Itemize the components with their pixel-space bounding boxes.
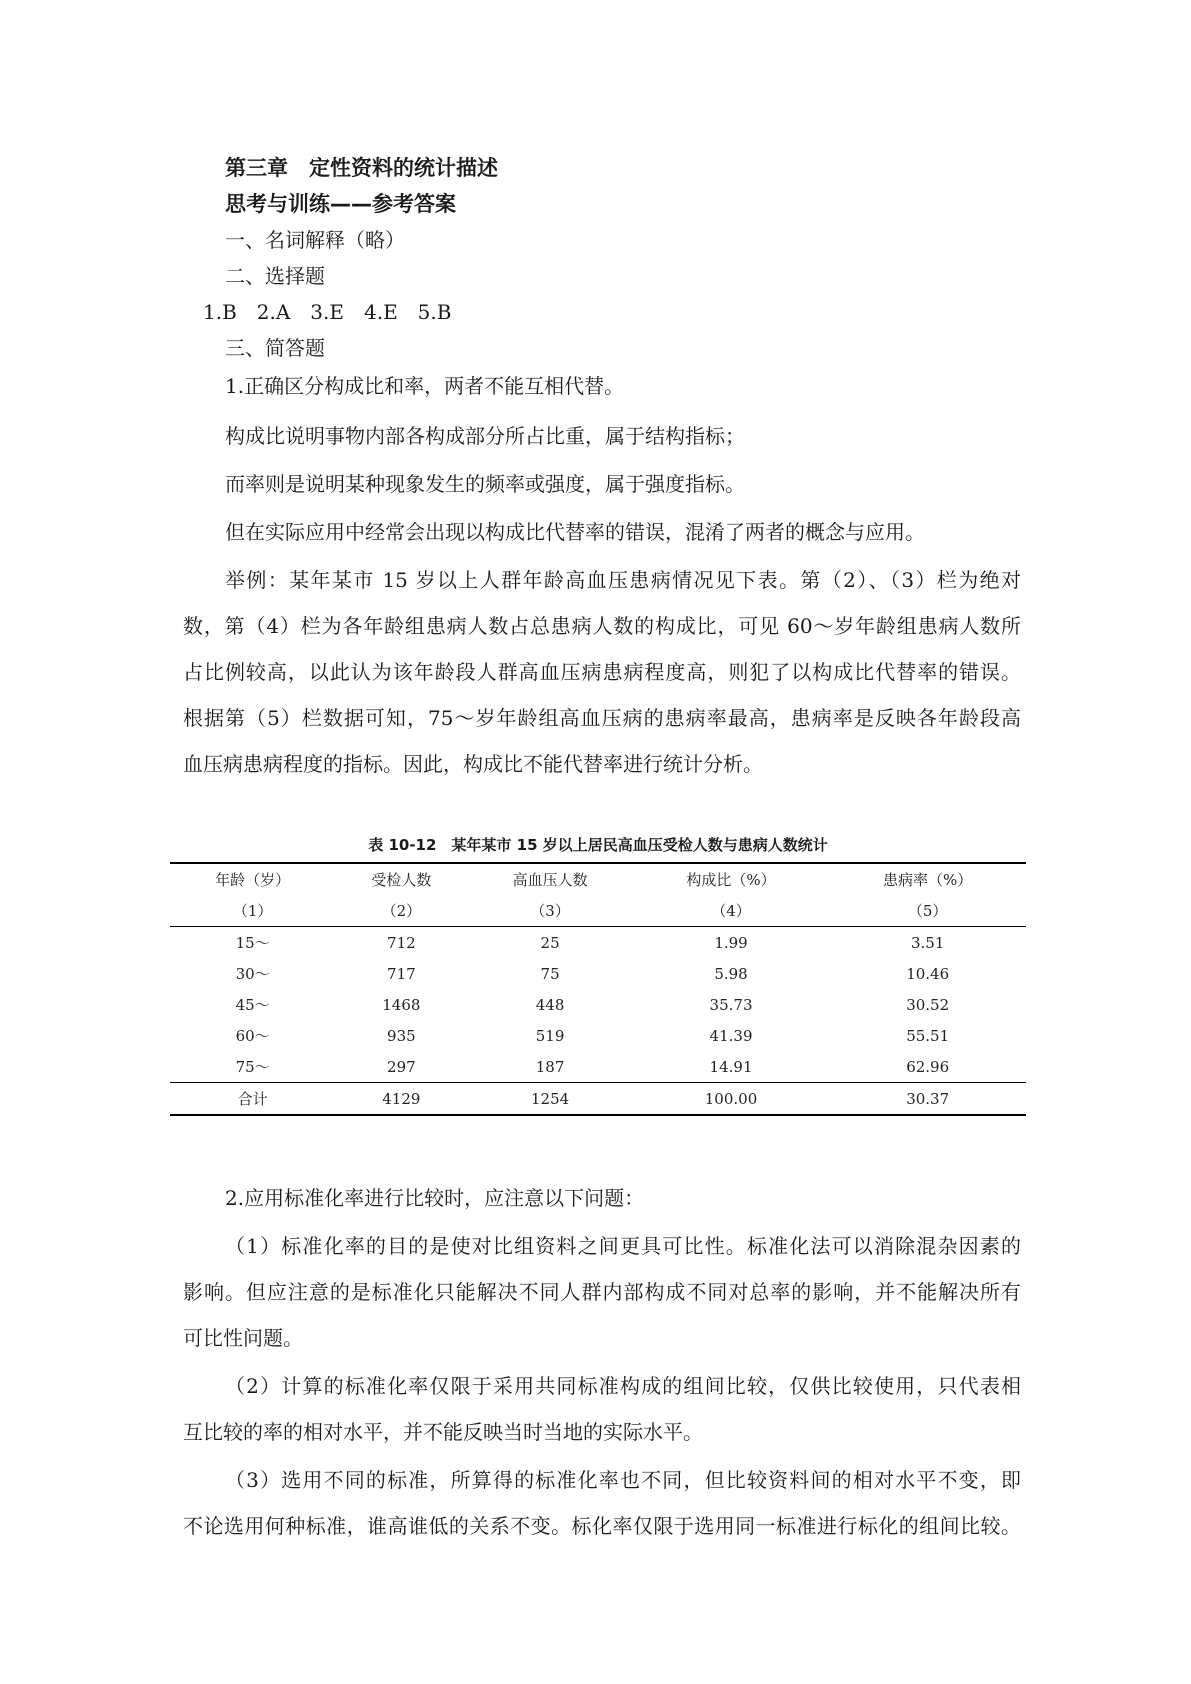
q2-item-line: 可比性问题。 bbox=[183, 1326, 303, 1350]
table-cell: 712 bbox=[387, 933, 416, 952]
q1-paragraph: 构成比说明事物内部各构成部分所占比重，属于结构指标； bbox=[225, 424, 745, 448]
table-cell: 41.39 bbox=[709, 1026, 753, 1045]
table-row bbox=[170, 927, 1026, 959]
data-table bbox=[170, 862, 1026, 1116]
table-cell: 25 bbox=[540, 933, 560, 952]
q1-paragraph: 而率则是说明某种现象发生的频率或强度，属于强度指标。 bbox=[225, 472, 745, 496]
column-header: 患病率（%） bbox=[883, 871, 973, 889]
table-total-row bbox=[170, 1083, 1026, 1116]
table-cell: 14.91 bbox=[709, 1057, 753, 1076]
column-number: （1） bbox=[232, 902, 273, 920]
table-cell: 合计 bbox=[237, 1090, 268, 1108]
table-cell: 45～ bbox=[235, 996, 270, 1014]
column-number: （4） bbox=[711, 902, 751, 920]
part3-heading: 三、简答题 bbox=[225, 336, 325, 360]
column-header: 年龄（岁） bbox=[215, 871, 291, 889]
table-cell: 55.51 bbox=[906, 1026, 950, 1045]
table-cell: 30.52 bbox=[906, 995, 950, 1014]
column-number: （2） bbox=[381, 902, 422, 920]
q2-item-line: 互比较的率的相对水平，并不能反映当时当地的实际水平。 bbox=[183, 1420, 703, 1444]
table-cell: 75～ bbox=[235, 1058, 270, 1076]
column-header: 高血压人数 bbox=[512, 871, 588, 889]
table-cell: 35.73 bbox=[709, 995, 753, 1014]
table-cell: 30.37 bbox=[906, 1089, 950, 1108]
table-cell: 60～ bbox=[235, 1027, 270, 1045]
table-cell: 75 bbox=[540, 964, 560, 983]
table-row bbox=[170, 989, 1026, 1020]
table-caption: 表 10-12 某年某市 15 岁以上居民高血压受检人数与患病人数统计 bbox=[368, 836, 828, 854]
table-column-number-row bbox=[170, 895, 1026, 927]
q2-heading: 2.应用标准化率进行比较时，应注意以下问题： bbox=[225, 1186, 645, 1210]
q1-example-line: 占比例较高，以此认为该年龄段人群高血压病患病程度高，则犯了以构成比代替率的错误。 bbox=[183, 660, 1021, 684]
column-number: （3） bbox=[530, 902, 570, 920]
table-cell: 1254 bbox=[530, 1089, 570, 1108]
table-cell: 717 bbox=[387, 964, 416, 983]
column-header: 受检人数 bbox=[371, 871, 432, 889]
choice-answers: 1.B 2.A 3.E 4.E 5.B bbox=[203, 300, 452, 324]
table-header-row bbox=[170, 863, 1026, 895]
table-row bbox=[170, 958, 1026, 989]
q1-example-line: 举例：某年某市 15 岁以上人群年龄高血压患病情况见下表。第（2）、（3）栏为绝对 bbox=[225, 568, 1021, 592]
table-cell: 1.99 bbox=[714, 933, 748, 952]
column-number: （5） bbox=[907, 902, 948, 920]
q1-paragraph: 但在实际应用中经常会出现以构成比代替率的错误，混淆了两者的概念与应用。 bbox=[225, 520, 925, 544]
q2-item-line: （1）标准化率的目的是使对比组资料之间更具可比性。标准化法可以消除混杂因素的 bbox=[225, 1234, 1021, 1258]
q1-example-line: 根据第（5）栏数据可知，75～岁年龄组高血压病的患病率最高，患病率是反映各年龄段高 bbox=[183, 706, 1021, 730]
table-cell: 30～ bbox=[235, 965, 270, 983]
table-row bbox=[170, 1020, 1026, 1051]
table-cell: 3.51 bbox=[910, 933, 945, 952]
part1-heading: 一、名词解释（略） bbox=[225, 228, 405, 252]
q1-example-line: 数，第（4）栏为各年龄组患病人数占总患病人数的构成比，可见 60～岁年龄组患病人数所 bbox=[183, 614, 1021, 638]
q1-heading: 1.正确区分构成比和率，两者不能互相代替。 bbox=[225, 374, 625, 398]
table-cell: 448 bbox=[535, 995, 565, 1014]
table-cell: 519 bbox=[535, 1026, 565, 1045]
table-cell: 10.46 bbox=[906, 964, 950, 983]
table-cell: 935 bbox=[387, 1026, 416, 1045]
table-row bbox=[170, 1051, 1026, 1083]
table-cell: 100.00 bbox=[704, 1089, 758, 1108]
part2-heading: 二、选择题 bbox=[225, 264, 325, 288]
table-cell: 187 bbox=[535, 1057, 565, 1076]
column-header: 构成比（%） bbox=[686, 871, 776, 889]
table-cell: 62.96 bbox=[906, 1057, 950, 1076]
q2-item-line: 影响。但应注意的是标准化只能解决不同人群内部构成不同对总率的影响，并不能解决所有 bbox=[183, 1280, 1021, 1304]
chapter-title: 第三章 定性资料的统计描述 bbox=[225, 156, 498, 180]
table-cell: 297 bbox=[387, 1057, 416, 1076]
table-cell: 1468 bbox=[382, 995, 421, 1014]
table-cell: 5.98 bbox=[714, 964, 748, 983]
section-title: 思考与训练——参考答案 bbox=[225, 192, 456, 216]
q2-item-line: 不论选用何种标准，谁高谁低的关系不变。标化率仅限于选用同一标准进行标化的组间比较。 bbox=[183, 1514, 1021, 1538]
q2-item-line: （3）选用不同的标准，所算得的标准化率也不同，但比较资料间的相对水平不变，即 bbox=[225, 1468, 1021, 1492]
table-cell: 4129 bbox=[382, 1089, 421, 1108]
q2-item-line: （2）计算的标准化率仅限于采用共同标准构成的组间比较，仅供比较使用，只代表相 bbox=[225, 1374, 1021, 1398]
q1-example-line: 血压病患病程度的指标。因此，构成比不能代替率进行统计分析。 bbox=[183, 752, 763, 776]
table-cell: 15～ bbox=[235, 934, 270, 952]
